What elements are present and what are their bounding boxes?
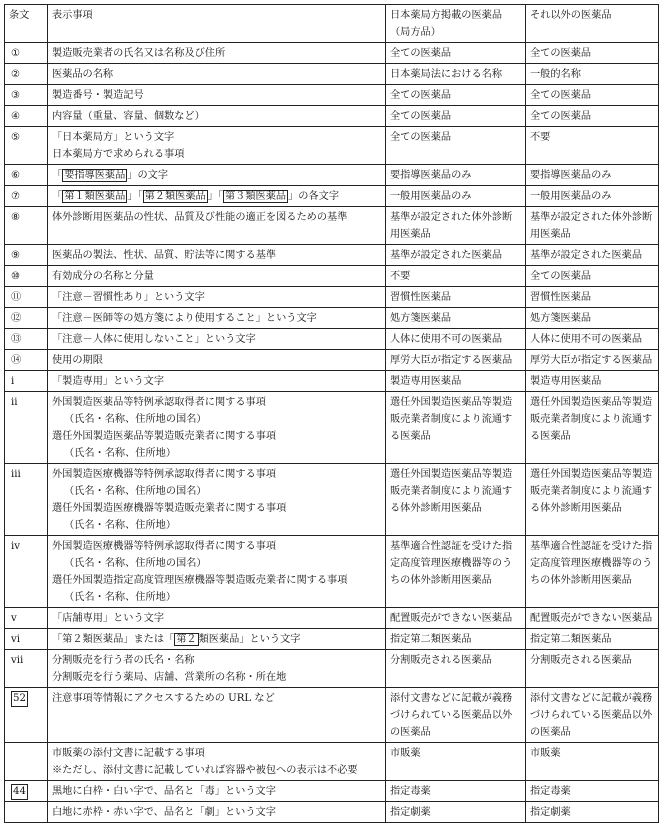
- jp-drug-scope: 選任外国製造医薬品等製造販売業者制度により流通する医薬品: [386, 392, 526, 464]
- article-number: ⑤: [5, 127, 48, 165]
- other-drug-scope: 習慣性医薬品: [526, 287, 659, 308]
- article-number: ②: [5, 64, 48, 85]
- display-item: 「注意－習慣性あり」という文字: [48, 287, 386, 308]
- header-jp-line2: （局方品）: [390, 27, 441, 38]
- jp-drug-scope: 基準適合性認証を受けた指定高度管理医療機器等のうちの体外診断用医薬品: [386, 536, 526, 608]
- other-drug-scope: 基準が設定された医薬品: [526, 245, 659, 266]
- jp-drug-scope: 全ての医薬品: [386, 106, 526, 127]
- display-item: [48, 165, 386, 186]
- table-row: [5, 392, 659, 464]
- display-item-line: （氏名・名称、住所地）: [64, 448, 177, 459]
- article-number: ⑭: [5, 350, 48, 371]
- display-item-line: 日本薬局方で求められる事項: [52, 149, 185, 160]
- other-drug-scope: 指定第二類医薬品: [526, 629, 659, 650]
- article-number: ③: [5, 85, 48, 106]
- table-row: [5, 186, 659, 207]
- jp-drug-scope: 不要: [386, 266, 526, 287]
- display-item: 有効成分の名称と分量: [48, 266, 386, 287]
- jp-drug-scope: 指定毒薬: [386, 781, 526, 802]
- text-fragment: 「: [52, 170, 63, 181]
- display-item: [48, 743, 386, 781]
- other-drug-scope: 添付文書などに記載が義務づけられている医薬品以外の医薬品: [526, 688, 659, 743]
- other-drug-scope: 人体に使用不可の医薬品: [526, 329, 659, 350]
- text-fragment: 」「: [127, 191, 143, 202]
- display-item: 医薬品の製法、性状、品質、貯法等に関する基準: [48, 245, 386, 266]
- article-number: ⅲ: [5, 464, 48, 536]
- other-drug-scope: 指定劇薬: [526, 802, 659, 823]
- header-jp-line1: 日本薬局方掲載の医薬品: [390, 10, 503, 21]
- table-row: [5, 802, 659, 823]
- other-drug-scope: 選任外国製造医薬品等製造販売業者制度により流通する医薬品: [526, 392, 659, 464]
- header-jp-drug: [386, 5, 526, 43]
- jp-drug-scope: 要指導医薬品のみ: [386, 165, 526, 186]
- article-number-cell: [5, 688, 48, 743]
- other-drug-scope: 市販薬: [526, 743, 659, 781]
- jp-drug-scope: 基準が設定された体外診断用医薬品: [386, 207, 526, 245]
- display-item-line: 外国製造医療機器等特例承認取得者に関する事項: [52, 541, 277, 552]
- text-fragment: 」の文字: [127, 170, 169, 181]
- table-row: [5, 165, 659, 186]
- table-row: [5, 350, 659, 371]
- display-item-line: 分割販売を行う薬局、店舗、営業所の名称・所在地: [52, 672, 287, 683]
- article-number: [5, 743, 48, 781]
- text-fragment: 」「: [207, 191, 223, 202]
- article-number: 52: [11, 691, 28, 707]
- labeling-requirements-table-container: [4, 4, 658, 823]
- other-drug-scope: 一般的名称: [526, 64, 659, 85]
- jp-drug-scope: 指定第二類医薬品: [386, 629, 526, 650]
- jp-drug-scope: 厚労大臣が指定する医薬品: [386, 350, 526, 371]
- table-row: [5, 43, 659, 64]
- display-item-line: 選任外国製造指定高度管理医療機器等製造販売業者に関する事項: [52, 575, 348, 586]
- jp-drug-scope: 基準が設定された医薬品: [386, 245, 526, 266]
- article-number: ⅳ: [5, 536, 48, 608]
- display-item: 製造販売業者の氏名又は名称及び住所: [48, 43, 386, 64]
- display-item-line: 選任外国製造医薬品等製造販売業者に関する事項: [52, 431, 277, 442]
- display-item: 注意事項等情報にアクセスするための URL など: [48, 688, 386, 743]
- display-item: 「店舗専用」という文字: [48, 608, 386, 629]
- jp-drug-scope: 処方箋医薬品: [386, 308, 526, 329]
- table-row: [5, 207, 659, 245]
- article-number: ⑧: [5, 207, 48, 245]
- table-row: [5, 308, 659, 329]
- other-drug-scope: 厚労大臣が指定する医薬品: [526, 350, 659, 371]
- article-number: ①: [5, 43, 48, 64]
- article-number: ④: [5, 106, 48, 127]
- display-item: [48, 650, 386, 688]
- article-number: [5, 802, 48, 823]
- other-drug-scope: 処方箋医薬品: [526, 308, 659, 329]
- display-item: 「注意－医師等の処方箋により使用すること」という文字: [48, 308, 386, 329]
- article-number: ⅴ: [5, 608, 48, 629]
- boxed-label: 第２: [176, 634, 197, 645]
- article-number: 44: [11, 784, 28, 800]
- header-other-drug: それ以外の医薬品: [526, 5, 659, 43]
- display-item: 使用の期限: [48, 350, 386, 371]
- table-row: [5, 127, 659, 165]
- jp-drug-scope: 製造専用医薬品: [386, 371, 526, 392]
- jp-drug-scope: 人体に使用不可の医薬品: [386, 329, 526, 350]
- jp-drug-scope: 分割販売される医薬品: [386, 650, 526, 688]
- table-row: [5, 688, 659, 743]
- display-item-line: （氏名・名称、住所地）: [64, 592, 177, 603]
- table-row: [5, 464, 659, 536]
- article-number-cell: [5, 781, 48, 802]
- article-number: ⅰ: [5, 371, 48, 392]
- text-fragment: 「第２類医薬品」または「: [52, 634, 175, 645]
- article-number: ⑦: [5, 186, 48, 207]
- display-item-line: 外国製造医薬品等特例承認取得者に関する事項: [52, 397, 266, 408]
- jp-drug-scope: 選任外国製造医薬品等製造販売業者制度により流通する体外診断用医薬品: [386, 464, 526, 536]
- other-drug-scope: 一般用医薬品のみ: [526, 186, 659, 207]
- other-drug-scope: 不要: [526, 127, 659, 165]
- article-number: ⑫: [5, 308, 48, 329]
- table-row: [5, 608, 659, 629]
- table-row: [5, 536, 659, 608]
- text-fragment: 」の各文字: [288, 191, 340, 202]
- display-item-line: 「日本薬局方」という文字: [52, 132, 175, 143]
- article-number: ⅶ: [5, 650, 48, 688]
- display-item-line: 選任外国製造医療機器等製造販売業者に関する事項: [52, 503, 287, 514]
- jp-drug-scope: 配置販売ができない医薬品: [386, 608, 526, 629]
- other-drug-scope: 要指導医薬品のみ: [526, 165, 659, 186]
- labeling-requirements-table: [4, 4, 659, 823]
- jp-drug-scope: 全ての医薬品: [386, 85, 526, 106]
- table-row: [5, 650, 659, 688]
- display-item: [48, 186, 386, 207]
- header-row: [5, 5, 659, 43]
- table-row: [5, 287, 659, 308]
- text-fragment: 類医薬品」という文字: [198, 634, 301, 645]
- display-item: 製造番号・製造記号: [48, 85, 386, 106]
- table-row: [5, 266, 659, 287]
- display-item: [48, 392, 386, 464]
- display-item: 黒地に白枠・白い字で、品名と「毒」という文字: [48, 781, 386, 802]
- display-item-line: （氏名・名称、住所地の国名）: [64, 558, 207, 569]
- display-item-line: （氏名・名称、住所地）: [64, 520, 177, 531]
- other-drug-scope: 製造専用医薬品: [526, 371, 659, 392]
- other-drug-scope: 分割販売される医薬品: [526, 650, 659, 688]
- table-row: [5, 64, 659, 85]
- display-item-line: 分割販売を行う者の氏名・名称: [52, 655, 195, 666]
- table-row: [5, 743, 659, 781]
- other-drug-scope: 配置販売ができない医薬品: [526, 608, 659, 629]
- article-number: ⑪: [5, 287, 48, 308]
- table-row: [5, 629, 659, 650]
- article-number: ⑥: [5, 165, 48, 186]
- article-number: ⅵ: [5, 629, 48, 650]
- display-item: 体外診断用医薬品の性状、品質及び性能の適正を図るための基準: [48, 207, 386, 245]
- other-drug-scope: 指定毒薬: [526, 781, 659, 802]
- header-item: 表示事項: [48, 5, 386, 43]
- display-item: 内容量（重量、容量、個数など）: [48, 106, 386, 127]
- display-item-line: ※ただし、添付文書に記載していれば容器や被包への表示は不必要: [52, 765, 358, 776]
- jp-drug-scope: 日本薬局法における名称: [386, 64, 526, 85]
- table-row: [5, 371, 659, 392]
- table-row: [5, 106, 659, 127]
- other-drug-scope: 基準適合性認証を受けた指定高度管理医療機器等のうちの体外診断用医薬品: [526, 536, 659, 608]
- header-article: 条文: [5, 5, 48, 43]
- table-row: [5, 781, 659, 802]
- display-item: 医薬品の名称: [48, 64, 386, 85]
- display-item-line: （氏名・名称、住所地の国名）: [64, 414, 207, 425]
- table-row: [5, 245, 659, 266]
- article-number: ⑩: [5, 266, 48, 287]
- other-drug-scope: 全ての医薬品: [526, 85, 659, 106]
- table-row: [5, 329, 659, 350]
- table-row: [5, 85, 659, 106]
- jp-drug-scope: 全ての医薬品: [386, 127, 526, 165]
- boxed-label: 第２類医薬品: [144, 191, 206, 202]
- display-item: [48, 536, 386, 608]
- jp-drug-scope: 習慣性医薬品: [386, 287, 526, 308]
- jp-drug-scope: 全ての医薬品: [386, 43, 526, 64]
- jp-drug-scope: 一般用医薬品のみ: [386, 186, 526, 207]
- display-item: 白地に赤枠・赤い字で、品名と「劇」という文字: [48, 802, 386, 823]
- other-drug-scope: 全ての医薬品: [526, 106, 659, 127]
- boxed-label: 第１類医薬品: [64, 191, 126, 202]
- other-drug-scope: 選任外国製造医薬品等製造販売業者制度により流通する体外診断用医薬品: [526, 464, 659, 536]
- display-item: 「製造専用」という文字: [48, 371, 386, 392]
- display-item: [48, 127, 386, 165]
- article-number: ⑬: [5, 329, 48, 350]
- display-item-line: 市販薬の添付文書に記載する事項: [52, 748, 205, 759]
- display-item: [48, 464, 386, 536]
- other-drug-scope: 基準が設定された体外診断用医薬品: [526, 207, 659, 245]
- other-drug-scope: 全ての医薬品: [526, 43, 659, 64]
- jp-drug-scope: 指定劇薬: [386, 802, 526, 823]
- text-fragment: 「: [52, 191, 63, 202]
- display-item-line: （氏名・名称、住所地の国名）: [64, 486, 207, 497]
- article-number: ⅱ: [5, 392, 48, 464]
- boxed-label: 第３類医薬品: [225, 191, 287, 202]
- jp-drug-scope: 添付文書などに記載が義務づけられている医薬品以外の医薬品: [386, 688, 526, 743]
- display-item: 「注意－人体に使用しないこと」という文字: [48, 329, 386, 350]
- display-item: [48, 629, 386, 650]
- other-drug-scope: 全ての医薬品: [526, 266, 659, 287]
- article-number: ⑨: [5, 245, 48, 266]
- jp-drug-scope: 市販薬: [386, 743, 526, 781]
- display-item-line: 外国製造医療機器等特例承認取得者に関する事項: [52, 469, 277, 480]
- boxed-label: 要指導医薬品: [64, 170, 126, 181]
